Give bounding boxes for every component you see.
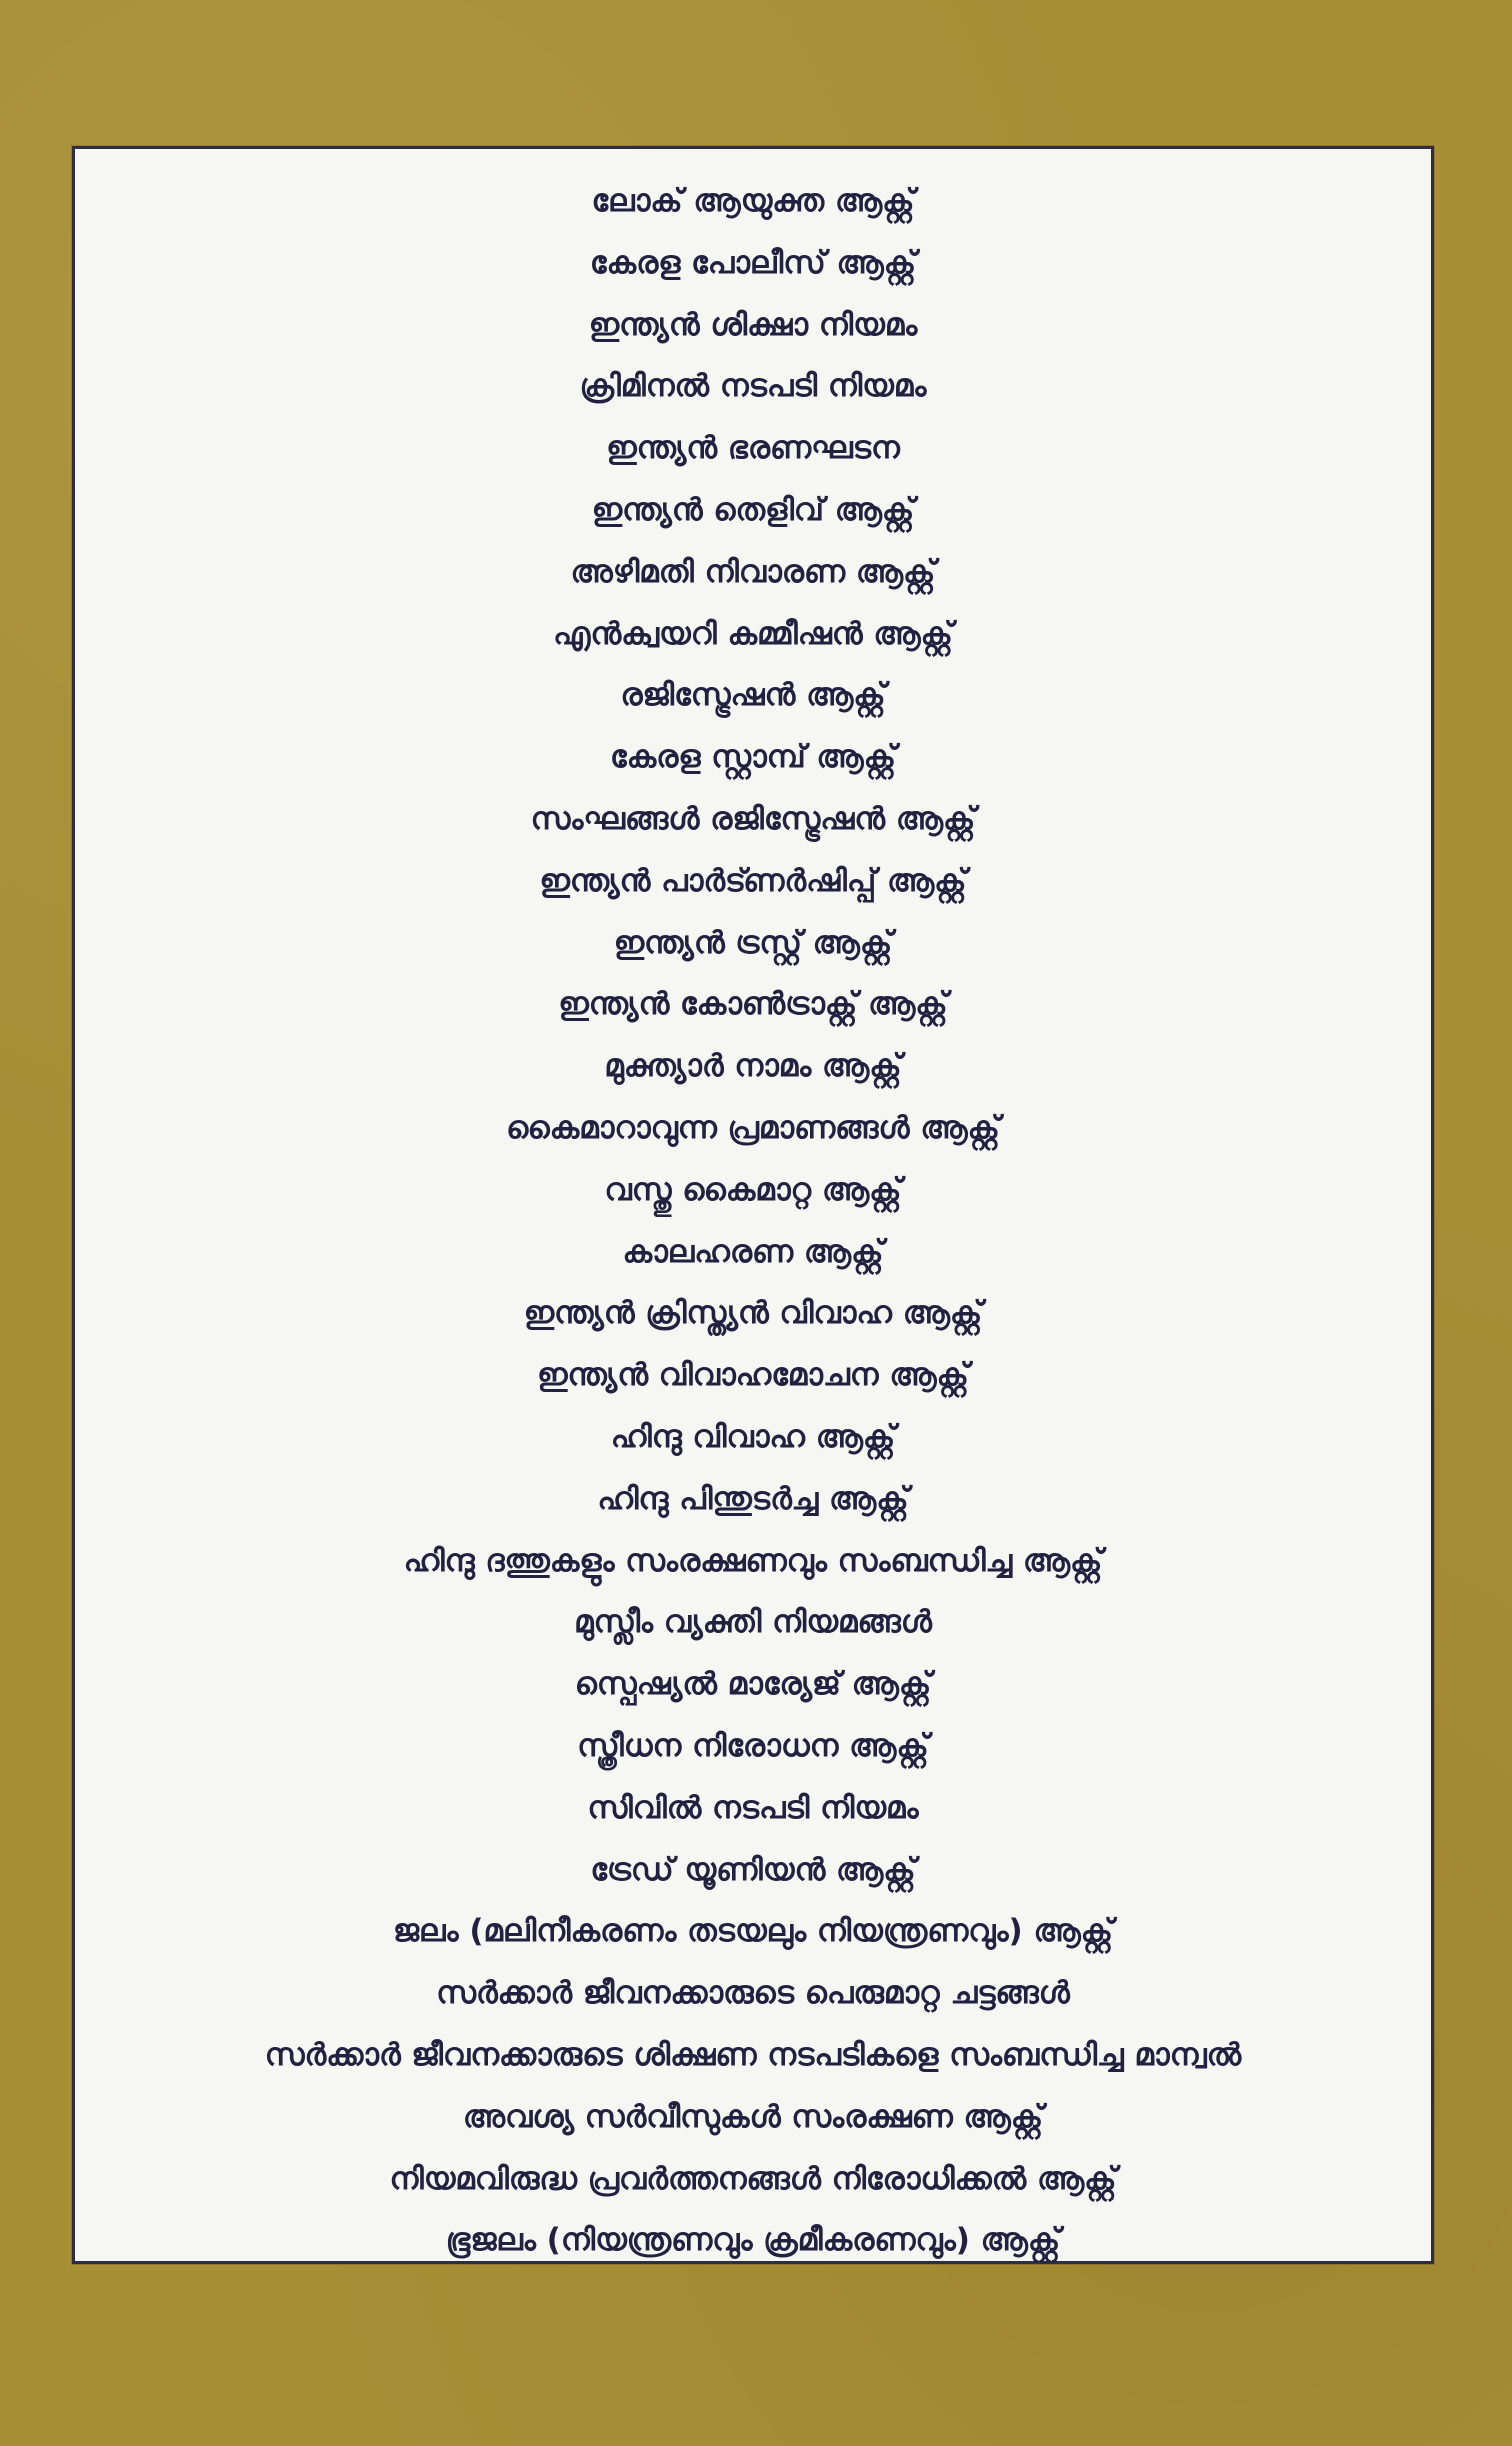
act-title: ഇന്ത്യൻ വിവാഹമോചന ആക്റ്റ് [537, 1357, 969, 1394]
act-title: സർക്കാർ ജീവനക്കാരുടെ ശിക്ഷണ നടപടികളെ സംബന്ധിച്ച മാന്വൽ [264, 2036, 1242, 2073]
act-title: മുസ്ലീം വ്യക്തി നിയമങ്ങൾ [574, 1604, 932, 1641]
act-title: ഇന്ത്യൻ ഭരണഘടന [606, 430, 900, 467]
act-title: സർക്കാർ ജീവനക്കാരുടെ പെരുമാറ്റ ചട്ടങ്ങൾ [436, 1975, 1070, 2012]
act-title: ഹിന്ദു പിന്തുടർച്ച ആക്റ്റ് [597, 1480, 909, 1517]
act-title: സ്ത്രീധന നിരോധന ആക്റ്റ് [577, 1727, 929, 1764]
act-title: വസ്തു കൈമാറ്റ ആക്റ്റ് [604, 1171, 902, 1208]
act-title: അവശ്യ സർവീസുകൾ സംരക്ഷണ ആക്റ്റ് [462, 2098, 1044, 2135]
act-title: എൻക്വയറി കമ്മീഷൻ ആക്റ്റ് [553, 615, 953, 652]
act-title: അഴിമതി നിവാരണ ആക്റ്റ് [570, 553, 936, 590]
act-title: ലോക് ആയുക്ത ആക്റ്റ് [591, 183, 915, 219]
act-title: ക്രിമിനൽ നടപടി നിയമം [579, 368, 927, 405]
acts-list-panel [72, 146, 1434, 2264]
act-title: ഇന്ത്യൻ ക്രിസ്ത്യൻ വിവാഹ ആക്റ്റ് [523, 1295, 983, 1332]
act-title: സംഘങ്ങൾ രജിസ്ട്രേഷൻ ആക്റ്റ് [530, 800, 976, 837]
act-title: മുക്ത്യാർ നാമം ആക്റ്റ് [604, 1048, 902, 1085]
act-title: ഇന്ത്യൻ തെളിവ് ആക്റ്റ് [591, 491, 915, 528]
act-title: സിവിൽ നടപടി നിയമം [587, 1789, 919, 1826]
act-title: ഇന്ത്യൻ ട്രസ്റ്റ് ആക്റ്റ് [613, 924, 893, 961]
act-title: കാലഹരണ ആക്റ്റ് [622, 1233, 884, 1270]
act-title: കേരള പോലീസ് ആക്റ്റ് [589, 244, 917, 281]
act-title: ഭൂജലം (നിയന്ത്രണവും ക്രമീകരണവും) ആക്റ്റ് [445, 2222, 1061, 2259]
act-title: ഇന്ത്യൻ കോൺട്രാക്റ്റ് ആക്റ്റ് [558, 986, 948, 1023]
act-title: ഹിന്ദു ദത്തുകളും സംരക്ഷണവും സംബന്ധിച്ച ആക്റ്റ് [403, 1542, 1103, 1579]
act-title: ജലം (മലിനീകരണം തടയലും നിയന്ത്രണവും) ആക്റ്റ് [392, 1913, 1114, 1950]
act-title: രജിസ്ട്രേഷൻ ആക്റ്റ് [620, 677, 886, 714]
act-title: ഇന്ത്യൻ പാർട്ണർഷിപ്പ് ആക്റ്റ് [539, 862, 967, 899]
act-title: നിയമവിരുദ്ധ പ്രവർത്തനങ്ങൾ നിരോധിക്കൽ ആക്റ്റ് [389, 2160, 1117, 2197]
act-title: കേരള സ്റ്റാമ്പ് ആക്റ്റ് [610, 739, 896, 776]
act-title: ഹിന്ദു വിവാഹ ആക്റ്റ് [610, 1418, 896, 1455]
acts-list [75, 171, 1431, 2272]
act-title: ട്രേഡ് യൂണിയൻ ആക്റ്റ് [590, 1851, 916, 1888]
act-title: ഇന്ത്യൻ ശിക്ഷാ നിയമം [588, 306, 918, 343]
act-title: കൈമാറാവുന്ന പ്രമാണങ്ങൾ ആക്റ്റ് [506, 1109, 1000, 1146]
act-title: സ്പെഷ്യൽ മാര്യേജ് ആക്റ്റ് [574, 1666, 932, 1703]
